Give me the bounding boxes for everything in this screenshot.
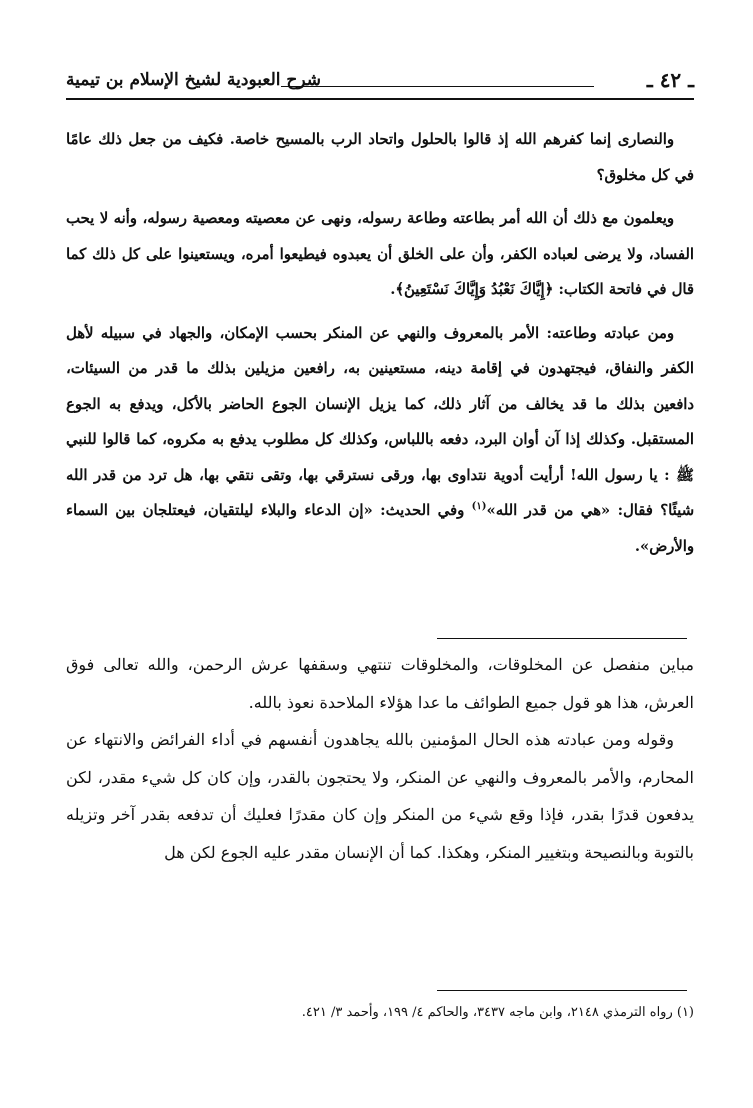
running-title: شرح العبودية لشيخ الإسلام بن تيمية [66, 70, 322, 90]
paragraph-3-text: ومن عبادته وطاعته: الأمر بالمعروف والنهي عن المنكر بحسب الإمكان، والجهاد في سبيله لأهل الكفر والنفاق، فيجتهدون في إقامة دينه، مستعينين به، رافعين مزيلين بذلك ما قدر من السيئات، دافعين بذلك ما قد يخالف من آثار ذلك، كما يزيل الإنسان الجوع الحاضر بالأكل، ويدفع به الجوع المستقبل. وكذلك إذا آن أوان البرد، دفعه باللباس، وكذلك كل مطلوب يدفع به مكروه، كما قالوا للنبي ﷺ : يا رسول الله! أرأيت أدوية نتداوى بها، ورقى نسترقي بها، وتقى نتقي بها، هل ترد من قدر الله شيئًا؟ فقال: «هي من قدر الله» [66, 324, 694, 519]
paragraph-1: والنصارى إنما كفرهم الله إذ قالوا بالحلول واتحاد الرب بالمسيح خاصة. فكيف من جعل ذلك عامًا في كل مخلوق؟ [66, 131, 694, 184]
paragraph-2 [66, 201, 694, 308]
commentary-paragraph-2: وقوله ومن عبادته هذه الحال المؤمنين بالله يجاهدون أنفسهم في أداء الفرائض والانتهاء عن المحارم، والأمر بالمعروف والنهي عن المنكر، ولا يحتجون بالقدر، وإن كان كل شيء مقدر، لكن يدفعون قدرًا بقدر، فإذا وقع شيء من المنكر وإن كان مقدرًا فعليك أن تدفعه بقدر آخر وتزيله بالتوبة وبالنصيحة وبتغيير المنكر، وهكذا. كما أن الإنسان مقدر عليه الجوع لكن هل [66, 730, 694, 862]
paragraph-3 [66, 316, 694, 565]
main-text [66, 122, 694, 572]
header-divider [66, 98, 694, 100]
quran-verse: ﴿إِيَّاكَ نَعْبُدُ وَإِيَّاكَ نَسْتَعِينُ﴾. [390, 281, 554, 298]
commentary-separator [437, 638, 687, 639]
footnote-marker: (١) [471, 501, 487, 513]
paragraph-2-text: ويعلمون مع ذلك أن الله أمر بطاعته وطاعة رسوله، ونهى عن معصيته ومعصية رسوله، وأنه لا يحب الفساد، ولا يرضى لعباده الكفر، وأن على الخلق أن يعبدوه فيطيعوا أمره، ويستعينوا على كل ذلك كما قال في فاتحة الكتاب: [66, 210, 694, 298]
commentary-paragraph-1: مباين منفصل عن المخلوقات، والمخلوقات تنتهي وسقفها عرش الرحمن، والله تعالى فوق العرش، هذا هو قول جميع الطوائف ما عدا هؤلاء الملاحدة نعوذ بالله. [66, 655, 694, 712]
header-rule [281, 86, 594, 87]
footnote: (١) رواه الترمذي ٢١٤٨، وابن ماجه ٣٤٣٧، والحاكم ٤/ ١٩٩، وأحمد ٣/ ٤٢١. [301, 1005, 694, 1020]
paragraph-3-hadith: وفي الحديث: «إن الدعاء والبلاء ليلتقيان، فيعتلجان بين السماء والأرض». [66, 502, 694, 555]
footnote-separator [437, 990, 687, 991]
page-number: ـ ٤٢ ـ [646, 68, 694, 92]
commentary-text [66, 646, 694, 871]
page-header [66, 68, 694, 98]
